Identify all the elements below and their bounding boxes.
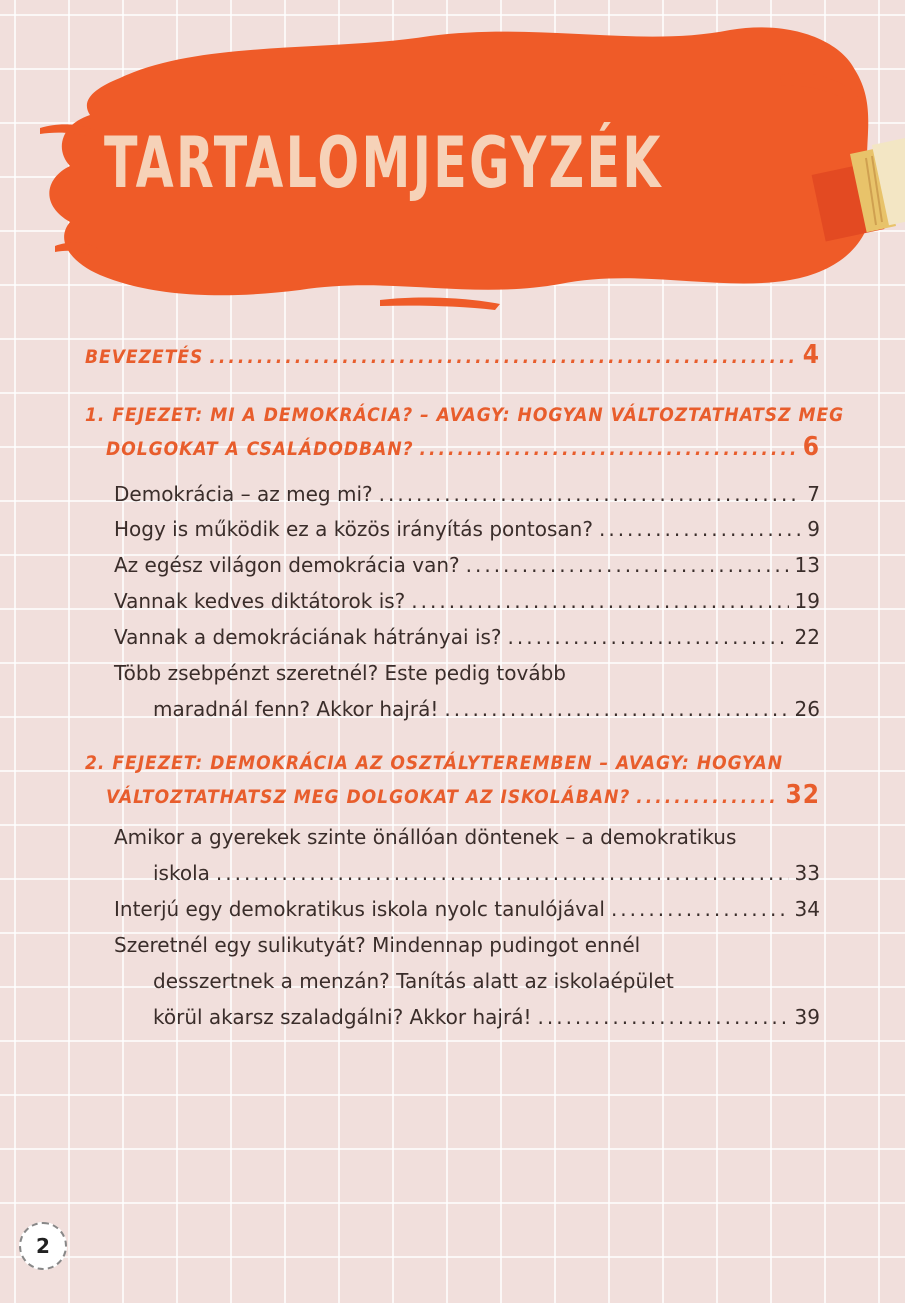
toc-entry-line1[interactable]: Több zsebpénzt szeretnél? Este pedig tovább	[114, 661, 566, 685]
toc-page-number: 26	[794, 697, 820, 721]
toc-entry[interactable]	[114, 897, 820, 921]
toc-entry-title: maradnál fenn? Akkor hajrá!	[153, 697, 439, 721]
toc-chapter-1-line1[interactable]: 1. FEJEZET: MI A DEMOKRÁCIA? – AVAGY: HOGYAN VÁLTOZTATHATSZ MEG	[85, 404, 845, 426]
toc-entry-line1[interactable]: Amikor a gyerekek szinte önállóan döntenek – a demokratikus	[114, 825, 737, 849]
toc-page-number: 33	[794, 861, 820, 885]
toc-page-number: 7	[807, 482, 820, 506]
toc-entry-title: Vannak kedves diktátorok is?	[114, 589, 406, 613]
toc-entry-line1[interactable]: Szeretnél egy sulikutyát? Mindennap pudingot ennél	[114, 933, 641, 957]
toc-entry-title: BEVEZETÉS	[85, 346, 204, 368]
toc-entry-title: Interjú egy demokratikus iskola nyolc tanulójával	[114, 897, 605, 921]
toc-entry[interactable]	[153, 1005, 820, 1029]
toc-page-number: 9	[807, 517, 820, 541]
toc-entry[interactable]	[114, 517, 820, 541]
toc-entry[interactable]	[114, 482, 820, 506]
toc-page-number: 6	[802, 432, 820, 462]
toc-page-number: 34	[794, 897, 820, 921]
toc-entry-title: iskola	[153, 861, 210, 885]
toc-entry-line2[interactable]: desszertnek a menzán? Tanítás alatt az iskolaépület	[153, 969, 674, 993]
toc-page-number: 4	[802, 340, 820, 370]
toc-page-number: 22	[794, 625, 820, 649]
toc-entry-title: Hogy is működik ez a közös irányítás pontosan?	[114, 517, 593, 541]
toc-entry-title: Az egész világon demokrácia van?	[114, 553, 460, 577]
toc-entry-title: Demokrácia – az meg mi?	[114, 482, 373, 506]
title-banner	[0, 0, 905, 320]
toc-entry-title: VÁLTOZTATHATSZ MEG DOLGOKAT AZ ISKOLÁBAN?	[106, 786, 631, 808]
toc-entry[interactable]	[153, 697, 820, 721]
toc-page-number: 32	[785, 780, 820, 810]
page-title: TARTALOMJEGYZÉK	[104, 122, 663, 204]
toc-entry-title: körül akarsz szaladgálni? Akkor hajrá!	[153, 1005, 532, 1029]
toc-entry-introduction[interactable]	[85, 340, 820, 370]
page-number-badge: 2	[19, 1222, 67, 1270]
toc-entry-title: Vannak a demokráciának hátrányai is?	[114, 625, 502, 649]
toc-entry[interactable]	[114, 553, 820, 577]
toc-page-number: 13	[794, 553, 820, 577]
toc-chapter-1[interactable]	[106, 432, 820, 462]
toc-entry[interactable]	[114, 589, 820, 613]
toc-page-number: 19	[794, 589, 820, 613]
toc-chapter-2[interactable]	[106, 780, 820, 810]
toc-entry[interactable]	[153, 861, 820, 885]
toc-entry-title: DOLGOKAT A CSALÁDODBAN?	[106, 438, 414, 460]
toc-entry[interactable]	[114, 625, 820, 649]
toc-page-number: 39	[794, 1005, 820, 1029]
toc-chapter-2-line1[interactable]: 2. FEJEZET: DEMOKRÁCIA AZ OSZTÁLYTEREMBEN – AVAGY: HOGYAN	[85, 752, 783, 774]
